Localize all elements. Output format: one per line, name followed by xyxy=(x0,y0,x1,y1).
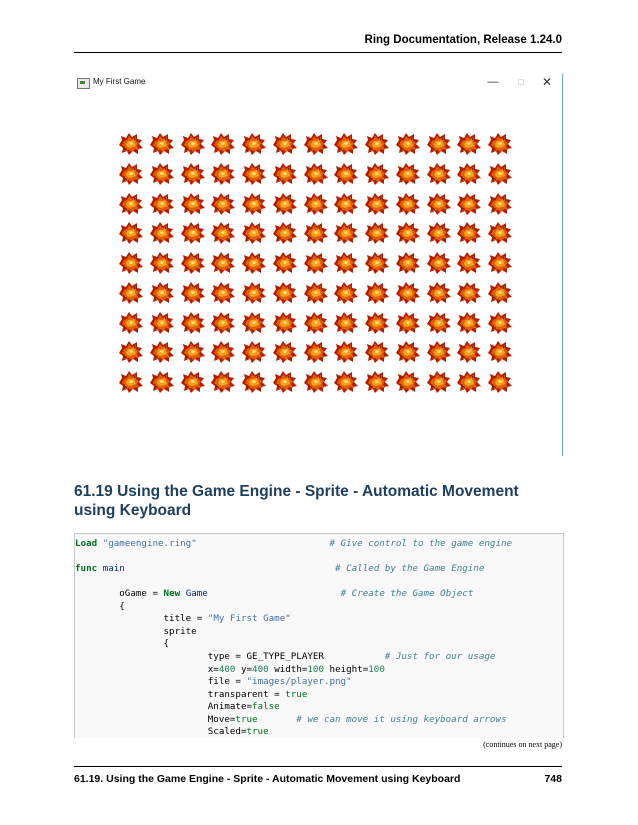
explosion-sprite-icon xyxy=(302,221,329,245)
code-token: Scaled= xyxy=(75,726,247,738)
explosion-sprite-icon xyxy=(209,192,236,216)
explosion-sprite-icon xyxy=(363,311,390,335)
code-token: # we can move it using keyboard arrows xyxy=(296,713,507,725)
explosion-sprite-icon xyxy=(302,340,329,364)
code-token: GE_TYPE_PLAYER xyxy=(240,650,385,662)
code-token: = xyxy=(235,676,241,688)
explosion-sprite-icon xyxy=(486,192,513,216)
explosion-sprite-icon xyxy=(455,162,482,186)
explosion-sprite-icon xyxy=(148,340,175,364)
explosion-sprite-icon xyxy=(179,132,206,156)
explosion-sprite-icon xyxy=(117,281,144,305)
code-token: y= xyxy=(235,663,253,675)
explosion-sprite-icon xyxy=(425,370,452,394)
minimize-button[interactable]: — xyxy=(487,76,499,88)
code-token: Game xyxy=(185,588,208,600)
explosion-sprite-icon xyxy=(117,340,144,364)
explosion-sprite-icon xyxy=(486,311,513,335)
explosion-sprite-icon xyxy=(425,311,452,335)
explosion-sprite-icon xyxy=(302,311,329,335)
footer-rule xyxy=(74,766,562,767)
code-token: New xyxy=(163,588,181,600)
window-titlebar[interactable] xyxy=(74,73,562,93)
explosion-sprite-icon xyxy=(117,370,144,394)
code-block xyxy=(74,533,564,738)
explosion-sprite-icon xyxy=(332,370,359,394)
explosion-sprite-icon xyxy=(363,192,390,216)
explosion-sprite-icon xyxy=(394,132,421,156)
explosion-sprite-icon xyxy=(148,281,175,305)
explosion-sprite-icon xyxy=(332,132,359,156)
explosion-sprite-icon xyxy=(179,162,206,186)
code-token: # Give control to the game engine xyxy=(329,538,513,549)
code-token: { xyxy=(75,600,125,612)
explosion-sprite-icon xyxy=(271,340,298,364)
explosion-sprite-icon xyxy=(363,132,390,156)
explosion-sprite-icon xyxy=(394,340,421,364)
game-window[interactable] xyxy=(74,73,563,456)
code-token: height= xyxy=(324,663,369,675)
explosion-sprite-icon xyxy=(425,340,452,364)
explosion-sprite-icon xyxy=(179,281,206,305)
explosion-sprite-icon xyxy=(209,251,236,275)
explosion-sprite-icon xyxy=(332,192,359,216)
explosion-sprite-icon xyxy=(425,132,452,156)
page-number: 748 xyxy=(544,773,562,785)
code-token: "images/player.png" xyxy=(246,676,352,688)
explosion-sprite-icon xyxy=(394,251,421,275)
code-token xyxy=(125,563,335,574)
explosion-sprite-icon xyxy=(271,370,298,394)
code-token xyxy=(208,588,341,599)
explosion-sprite-icon xyxy=(486,221,513,245)
code-token: "gameengine.ring" xyxy=(102,538,197,549)
footer-section: 61.19. Using the Game Engine - Sprite - Automatic Movement using Keyboard xyxy=(74,773,461,785)
explosion-sprite-icon xyxy=(240,162,267,186)
explosion-sprite-icon xyxy=(240,370,267,394)
explosion-sprite-icon xyxy=(271,192,298,216)
explosion-sprite-icon xyxy=(271,251,298,275)
code-token: type xyxy=(75,650,236,662)
explosion-sprite-icon xyxy=(117,192,144,216)
explosion-sprite-icon xyxy=(455,221,482,245)
code-token: sprite xyxy=(75,625,197,637)
explosion-sprite-icon xyxy=(363,370,390,394)
code-token: = xyxy=(235,650,241,662)
explosion-sprite-icon xyxy=(486,340,513,364)
explosion-sprite-icon xyxy=(148,162,175,186)
explosion-sprite-icon xyxy=(117,251,144,275)
explosion-sprite-icon xyxy=(302,251,329,275)
code-line xyxy=(75,562,484,576)
explosion-sprite-icon xyxy=(425,192,452,216)
code-token: title xyxy=(75,613,197,625)
explosion-sprite-icon xyxy=(486,281,513,305)
explosion-sprite-icon xyxy=(363,281,390,305)
explosion-sprite-icon xyxy=(148,192,175,216)
explosion-sprite-icon xyxy=(209,162,236,186)
explosion-sprite-icon xyxy=(302,370,329,394)
window-title: My First Game xyxy=(93,77,146,86)
explosion-sprite-icon xyxy=(302,132,329,156)
code-token xyxy=(258,714,297,725)
explosion-sprite-icon xyxy=(394,311,421,335)
explosion-sprite-icon xyxy=(271,311,298,335)
header-rule xyxy=(74,52,562,53)
explosion-sprite-icon xyxy=(455,192,482,216)
code-token: false xyxy=(252,701,280,713)
explosion-sprite-icon xyxy=(271,221,298,245)
explosion-sprite-icon xyxy=(363,340,390,364)
explosion-sprite-icon xyxy=(394,281,421,305)
explosion-sprite-icon xyxy=(117,162,144,186)
code-token: Load xyxy=(75,538,98,549)
continues-note: (continues on next page) xyxy=(483,740,562,749)
explosion-sprite-icon xyxy=(271,281,298,305)
explosion-sprite-icon xyxy=(117,311,144,335)
code-token: { xyxy=(75,638,170,650)
section-title: 61.19 Using the Game Engine - Sprite - Automatic Movement using Keyboard xyxy=(74,483,519,519)
code-token: func xyxy=(75,563,98,575)
code-token: "My First Game" xyxy=(207,613,291,625)
explosion-sprite-icon xyxy=(425,221,452,245)
code-token: Move= xyxy=(75,713,236,725)
explosion-sprite-icon xyxy=(394,192,421,216)
code-token: file xyxy=(75,676,236,688)
explosion-sprite-icon xyxy=(455,281,482,305)
explosion-sprite-icon xyxy=(455,370,482,394)
explosion-sprite-icon xyxy=(148,221,175,245)
explosion-sprite-icon xyxy=(455,251,482,275)
explosion-sprite-icon xyxy=(209,311,236,335)
explosion-sprite-icon xyxy=(179,311,206,335)
explosion-sprite-icon xyxy=(394,221,421,245)
explosion-sprite-icon xyxy=(209,340,236,364)
explosion-sprite-icon xyxy=(332,251,359,275)
sprite-grid xyxy=(117,132,514,400)
code-token: x= xyxy=(75,663,219,675)
code-token: # Just for our usage xyxy=(384,650,496,662)
explosion-sprite-icon xyxy=(363,251,390,275)
explosion-sprite-icon xyxy=(363,162,390,186)
explosion-sprite-icon xyxy=(240,311,267,335)
code-token: 100 xyxy=(307,663,324,675)
explosion-sprite-icon xyxy=(455,132,482,156)
explosion-sprite-icon xyxy=(179,221,206,245)
explosion-sprite-icon xyxy=(209,221,236,245)
explosion-sprite-icon xyxy=(486,370,513,394)
explosion-sprite-icon xyxy=(332,281,359,305)
explosion-sprite-icon xyxy=(240,340,267,364)
explosion-sprite-icon xyxy=(117,132,144,156)
explosion-sprite-icon xyxy=(332,162,359,186)
explosion-sprite-icon xyxy=(394,162,421,186)
code-token: oGame xyxy=(75,588,153,600)
explosion-sprite-icon xyxy=(240,192,267,216)
explosion-sprite-icon xyxy=(179,340,206,364)
code-line xyxy=(75,725,269,738)
explosion-sprite-icon xyxy=(240,281,267,305)
code-token: 400 xyxy=(218,663,236,675)
code-line xyxy=(75,587,473,601)
code-token: = xyxy=(196,613,203,625)
explosion-sprite-icon xyxy=(271,132,298,156)
code-line xyxy=(75,537,512,551)
code-token: main xyxy=(102,563,125,575)
explosion-sprite-icon xyxy=(486,251,513,275)
app-icon xyxy=(77,78,90,89)
explosion-sprite-icon xyxy=(209,370,236,394)
explosion-sprite-icon xyxy=(425,281,452,305)
explosion-sprite-icon xyxy=(394,370,421,394)
code-token: true xyxy=(246,726,269,738)
explosion-sprite-icon xyxy=(148,132,175,156)
explosion-sprite-icon xyxy=(240,132,267,156)
explosion-sprite-icon xyxy=(332,311,359,335)
explosion-sprite-icon xyxy=(302,192,329,216)
explosion-sprite-icon xyxy=(455,311,482,335)
explosion-sprite-icon xyxy=(148,370,175,394)
code-token: 100 xyxy=(368,663,385,675)
code-token: transparent xyxy=(75,688,275,700)
header-title: Ring Documentation, Release 1.24.0 xyxy=(364,34,562,46)
code-token: Animate= xyxy=(75,701,253,713)
explosion-sprite-icon xyxy=(302,281,329,305)
explosion-sprite-icon xyxy=(209,132,236,156)
explosion-sprite-icon xyxy=(455,340,482,364)
explosion-sprite-icon xyxy=(179,370,206,394)
code-token: # Create the Game Object xyxy=(340,588,474,600)
code-token: = xyxy=(152,588,158,600)
code-token: 400 xyxy=(252,663,269,675)
explosion-sprite-icon xyxy=(148,311,175,335)
code-token: true xyxy=(285,688,308,700)
code-token: width= xyxy=(268,663,308,675)
explosion-sprite-icon xyxy=(486,162,513,186)
maximize-button[interactable]: □ xyxy=(518,77,524,87)
explosion-sprite-icon xyxy=(240,221,267,245)
code-token: = xyxy=(274,688,280,700)
explosion-sprite-icon xyxy=(302,162,329,186)
code-token xyxy=(197,538,330,549)
explosion-sprite-icon xyxy=(425,162,452,186)
explosion-sprite-icon xyxy=(363,221,390,245)
explosion-sprite-icon xyxy=(332,221,359,245)
explosion-sprite-icon xyxy=(209,281,236,305)
explosion-sprite-icon xyxy=(240,251,267,275)
explosion-sprite-icon xyxy=(486,132,513,156)
explosion-sprite-icon xyxy=(179,251,206,275)
explosion-sprite-icon xyxy=(148,251,175,275)
explosion-sprite-icon xyxy=(425,251,452,275)
code-token: true xyxy=(235,713,258,725)
explosion-sprite-icon xyxy=(179,192,206,216)
explosion-sprite-icon xyxy=(332,340,359,364)
explosion-sprite-icon xyxy=(117,221,144,245)
close-button[interactable]: ✕ xyxy=(541,75,553,89)
explosion-sprite-icon xyxy=(271,162,298,186)
code-token: # Called by the Game Engine xyxy=(335,563,485,575)
